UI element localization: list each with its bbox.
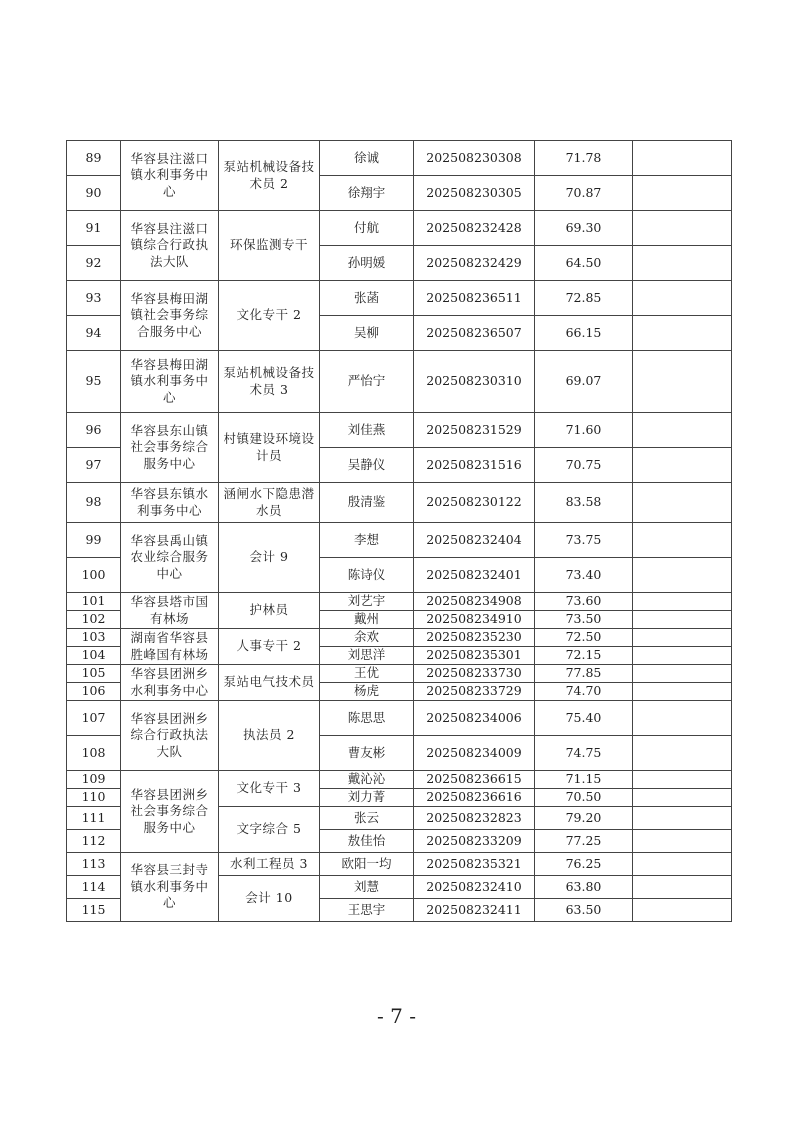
name-cell: 殷清鉴	[320, 483, 414, 523]
row-number-cell: 99	[67, 523, 121, 558]
remark-cell	[633, 413, 732, 448]
remark-cell	[633, 558, 732, 593]
post-cell: 会计 9	[219, 523, 320, 593]
ticket-number-cell: 202508232428	[414, 211, 535, 246]
remark-cell	[633, 701, 732, 736]
ticket-number-cell: 202508232404	[414, 523, 535, 558]
unit-cell: 华容县三封寺镇水利事务中心	[121, 853, 219, 922]
name-cell: 张菡	[320, 281, 414, 316]
ticket-number-cell: 202508234009	[414, 736, 535, 771]
unit-cell: 华容县注滋口镇综合行政执法大队	[121, 211, 219, 281]
name-cell: 孙明媛	[320, 246, 414, 281]
remark-cell	[633, 351, 732, 413]
remark-cell	[633, 593, 732, 611]
name-cell: 吴静仪	[320, 448, 414, 483]
post-cell: 人事专干 2	[219, 629, 320, 665]
ticket-number-cell: 202508236615	[414, 771, 535, 789]
ticket-number-cell: 202508230305	[414, 176, 535, 211]
row-number-cell: 113	[67, 853, 121, 876]
results-table-body	[67, 141, 732, 922]
table-row	[67, 701, 732, 736]
row-number-cell: 104	[67, 647, 121, 665]
row-number-cell: 90	[67, 176, 121, 211]
remark-cell	[633, 665, 732, 683]
score-cell: 72.15	[535, 647, 633, 665]
page-number: - 7 -	[377, 1004, 416, 1028]
ticket-number-cell: 202508232429	[414, 246, 535, 281]
name-cell: 刘佳燕	[320, 413, 414, 448]
ticket-number-cell: 202508235321	[414, 853, 535, 876]
name-cell: 吴柳	[320, 316, 414, 351]
remark-cell	[633, 176, 732, 211]
name-cell: 余欢	[320, 629, 414, 647]
row-number-cell: 100	[67, 558, 121, 593]
row-number-cell: 115	[67, 899, 121, 922]
remark-cell	[633, 483, 732, 523]
score-cell: 71.78	[535, 141, 633, 176]
name-cell: 严怡宁	[320, 351, 414, 413]
name-cell: 徐诚	[320, 141, 414, 176]
score-cell: 63.50	[535, 899, 633, 922]
remark-cell	[633, 246, 732, 281]
score-cell: 73.75	[535, 523, 633, 558]
name-cell: 欧阳一均	[320, 853, 414, 876]
post-cell: 水利工程员 3	[219, 853, 320, 876]
ticket-number-cell: 202508234910	[414, 611, 535, 629]
row-number-cell: 108	[67, 736, 121, 771]
post-cell: 护林员	[219, 593, 320, 629]
ticket-number-cell: 202508230308	[414, 141, 535, 176]
table-row	[67, 483, 732, 523]
name-cell: 杨虎	[320, 683, 414, 701]
remark-cell	[633, 853, 732, 876]
post-cell: 会计 10	[219, 876, 320, 922]
row-number-cell: 110	[67, 789, 121, 807]
post-cell: 文化专干 3	[219, 771, 320, 807]
remark-cell	[633, 448, 732, 483]
row-number-cell: 114	[67, 876, 121, 899]
name-cell: 付航	[320, 211, 414, 246]
ticket-number-cell: 202508230310	[414, 351, 535, 413]
name-cell: 曹友彬	[320, 736, 414, 771]
score-cell: 72.50	[535, 629, 633, 647]
score-cell: 83.58	[535, 483, 633, 523]
remark-cell	[633, 611, 732, 629]
row-number-cell: 107	[67, 701, 121, 736]
row-number-cell: 111	[67, 807, 121, 830]
score-cell: 71.15	[535, 771, 633, 789]
table-row	[67, 351, 732, 413]
score-cell: 63.80	[535, 876, 633, 899]
table-row	[67, 281, 732, 316]
unit-cell: 湖南省华容县胜峰国有林场	[121, 629, 219, 665]
row-number-cell: 93	[67, 281, 121, 316]
score-cell: 69.07	[535, 351, 633, 413]
row-number-cell: 91	[67, 211, 121, 246]
table-row	[67, 771, 732, 789]
ticket-number-cell: 202508235230	[414, 629, 535, 647]
name-cell: 刘慧	[320, 876, 414, 899]
score-cell: 66.15	[535, 316, 633, 351]
score-cell: 70.50	[535, 789, 633, 807]
post-cell: 环保监测专干	[219, 211, 320, 281]
ticket-number-cell: 202508235301	[414, 647, 535, 665]
name-cell: 徐翔宇	[320, 176, 414, 211]
unit-cell: 华容县禹山镇农业综合服务中心	[121, 523, 219, 593]
score-cell: 73.50	[535, 611, 633, 629]
table-row	[67, 593, 732, 611]
score-cell: 70.87	[535, 176, 633, 211]
ticket-number-cell: 202508233730	[414, 665, 535, 683]
row-number-cell: 109	[67, 771, 121, 789]
post-cell: 泵站机械设备技术员 3	[219, 351, 320, 413]
remark-cell	[633, 830, 732, 853]
table-row	[67, 141, 732, 176]
name-cell: 刘艺宇	[320, 593, 414, 611]
remark-cell	[633, 899, 732, 922]
name-cell: 敖佳怡	[320, 830, 414, 853]
unit-cell: 华容县注滋口镇水利事务中心	[121, 141, 219, 211]
unit-cell: 华容县塔市国有林场	[121, 593, 219, 629]
table-row	[67, 413, 732, 448]
row-number-cell: 101	[67, 593, 121, 611]
ticket-number-cell: 202508232410	[414, 876, 535, 899]
unit-cell: 华容县梅田湖镇社会事务综合服务中心	[121, 281, 219, 351]
remark-cell	[633, 281, 732, 316]
ticket-number-cell: 202508234006	[414, 701, 535, 736]
remark-cell	[633, 807, 732, 830]
name-cell: 刘力菁	[320, 789, 414, 807]
ticket-number-cell: 202508236511	[414, 281, 535, 316]
row-number-cell: 94	[67, 316, 121, 351]
name-cell: 戴州	[320, 611, 414, 629]
name-cell: 陈思思	[320, 701, 414, 736]
score-cell: 73.60	[535, 593, 633, 611]
row-number-cell: 95	[67, 351, 121, 413]
post-cell: 文字综合 5	[219, 807, 320, 853]
ticket-number-cell: 202508232411	[414, 899, 535, 922]
row-number-cell: 92	[67, 246, 121, 281]
name-cell: 陈诗仪	[320, 558, 414, 593]
score-cell: 72.85	[535, 281, 633, 316]
score-cell: 74.75	[535, 736, 633, 771]
post-cell: 泵站电气技术员	[219, 665, 320, 701]
remark-cell	[633, 736, 732, 771]
remark-cell	[633, 523, 732, 558]
row-number-cell: 103	[67, 629, 121, 647]
score-cell: 73.40	[535, 558, 633, 593]
score-cell: 77.85	[535, 665, 633, 683]
unit-cell: 华容县梅田湖镇水利事务中心	[121, 351, 219, 413]
row-number-cell: 105	[67, 665, 121, 683]
table-row	[67, 211, 732, 246]
post-cell: 涵闸水下隐患潜水员	[219, 483, 320, 523]
score-cell: 64.50	[535, 246, 633, 281]
score-cell: 70.75	[535, 448, 633, 483]
post-cell: 泵站机械设备技术员 2	[219, 141, 320, 211]
name-cell: 王思宇	[320, 899, 414, 922]
ticket-number-cell: 202508233209	[414, 830, 535, 853]
ticket-number-cell: 202508236616	[414, 789, 535, 807]
ticket-number-cell: 202508234908	[414, 593, 535, 611]
score-cell: 74.70	[535, 683, 633, 701]
post-cell: 村镇建设环境设计员	[219, 413, 320, 483]
row-number-cell: 112	[67, 830, 121, 853]
remark-cell	[633, 771, 732, 789]
name-cell: 刘思洋	[320, 647, 414, 665]
row-number-cell: 89	[67, 141, 121, 176]
unit-cell: 华容县团洲乡社会事务综合服务中心	[121, 771, 219, 853]
post-cell: 文化专干 2	[219, 281, 320, 351]
remark-cell	[633, 789, 732, 807]
table-row	[67, 629, 732, 647]
remark-cell	[633, 211, 732, 246]
remark-cell	[633, 141, 732, 176]
remark-cell	[633, 629, 732, 647]
unit-cell: 华容县东镇水利事务中心	[121, 483, 219, 523]
name-cell: 张云	[320, 807, 414, 830]
ticket-number-cell: 202508230122	[414, 483, 535, 523]
score-cell: 79.20	[535, 807, 633, 830]
name-cell: 李想	[320, 523, 414, 558]
row-number-cell: 97	[67, 448, 121, 483]
table-row	[67, 665, 732, 683]
ticket-number-cell: 202508233729	[414, 683, 535, 701]
unit-cell: 华容县团洲乡水利事务中心	[121, 665, 219, 701]
row-number-cell: 102	[67, 611, 121, 629]
score-cell: 75.40	[535, 701, 633, 736]
ticket-number-cell: 202508232401	[414, 558, 535, 593]
remark-cell	[633, 316, 732, 351]
remark-cell	[633, 683, 732, 701]
post-cell: 执法员 2	[219, 701, 320, 771]
row-number-cell: 98	[67, 483, 121, 523]
ticket-number-cell: 202508232823	[414, 807, 535, 830]
results-table	[66, 140, 732, 922]
unit-cell: 华容县东山镇社会事务综合服务中心	[121, 413, 219, 483]
table-row	[67, 523, 732, 558]
row-number-cell: 106	[67, 683, 121, 701]
name-cell: 戴沁沁	[320, 771, 414, 789]
table-row	[67, 853, 732, 876]
score-cell: 71.60	[535, 413, 633, 448]
ticket-number-cell: 202508231529	[414, 413, 535, 448]
row-number-cell: 96	[67, 413, 121, 448]
ticket-number-cell: 202508231516	[414, 448, 535, 483]
remark-cell	[633, 876, 732, 899]
score-cell: 77.25	[535, 830, 633, 853]
score-cell: 69.30	[535, 211, 633, 246]
score-cell: 76.25	[535, 853, 633, 876]
remark-cell	[633, 647, 732, 665]
unit-cell: 华容县团洲乡综合行政执法大队	[121, 701, 219, 771]
name-cell: 王优	[320, 665, 414, 683]
ticket-number-cell: 202508236507	[414, 316, 535, 351]
